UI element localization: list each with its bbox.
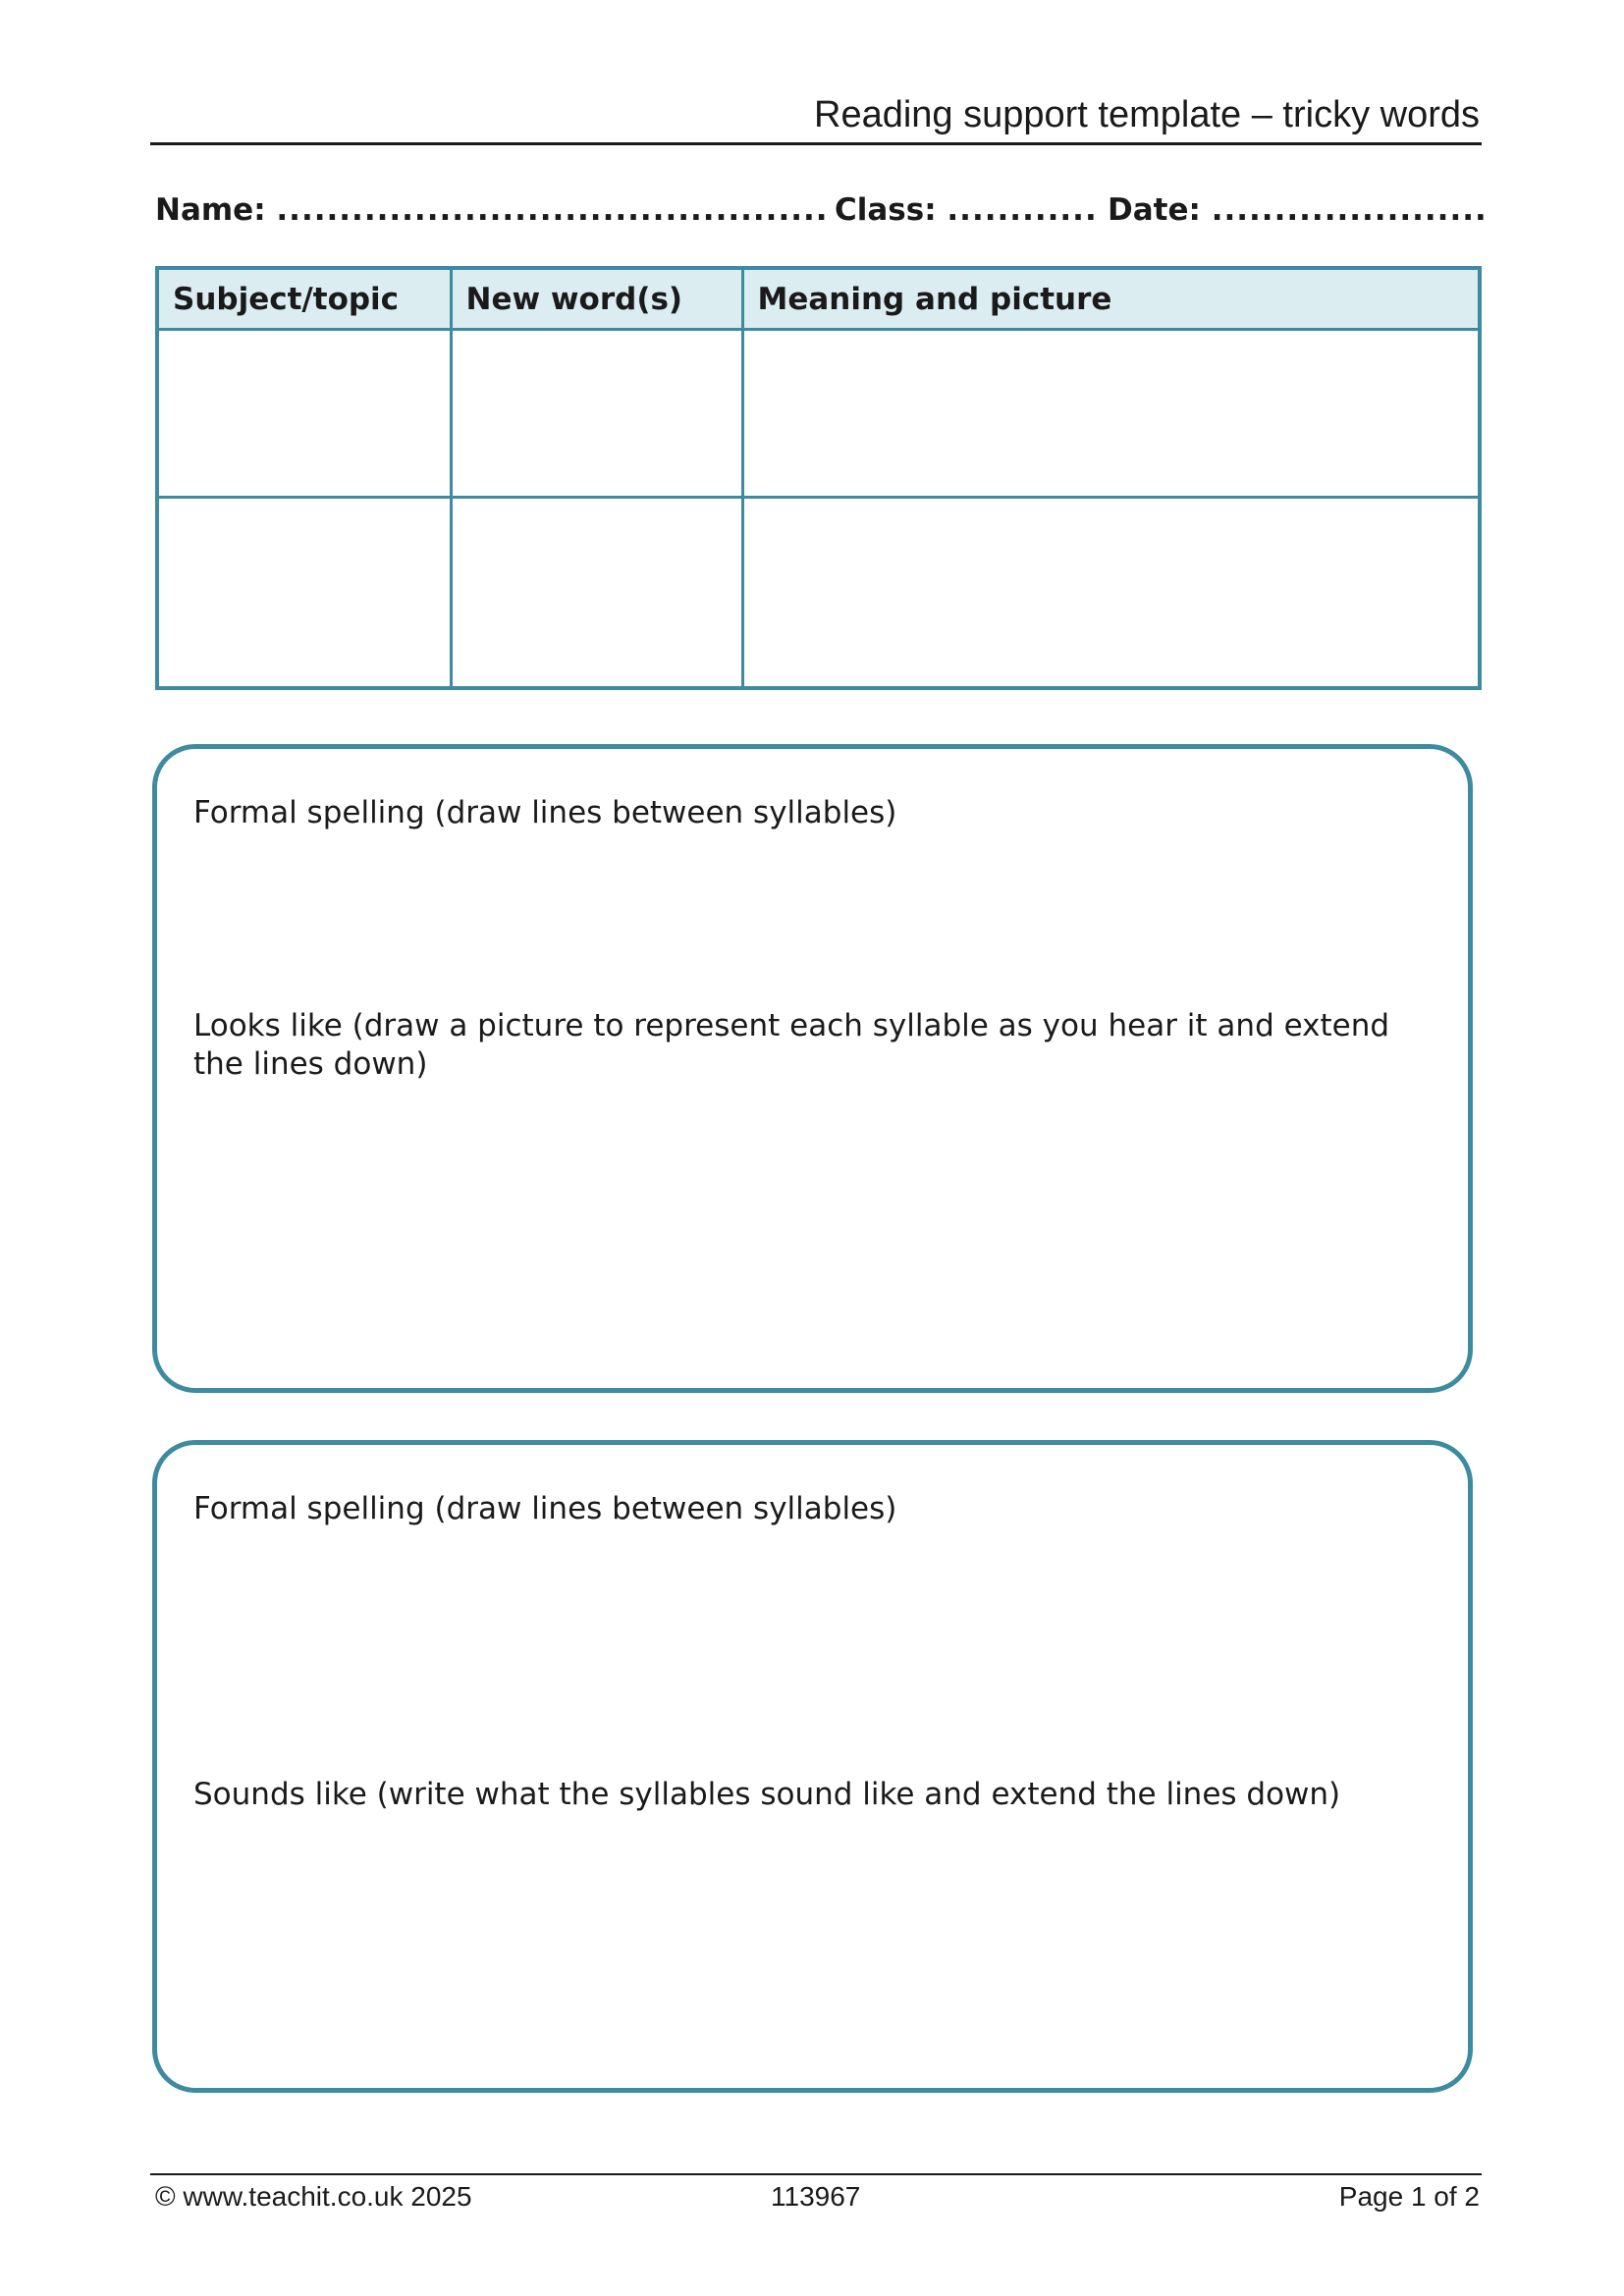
- new-words-cell[interactable]: [451, 498, 742, 689]
- header-divider: [150, 142, 1482, 145]
- class-field[interactable]: [835, 192, 1098, 228]
- table-row: [157, 330, 1480, 498]
- column-header-new-words: New word(s): [451, 268, 742, 330]
- table-row: [157, 498, 1480, 689]
- date-label: Date:: [1108, 192, 1201, 228]
- class-label: Class:: [835, 192, 937, 228]
- date-blank: ......................: [1211, 192, 1488, 228]
- footer-divider: [150, 2173, 1482, 2175]
- column-header-meaning: Meaning and picture: [742, 268, 1480, 330]
- sounds-like-panel[interactable]: [152, 1440, 1473, 2093]
- column-header-subject: Subject/topic: [157, 268, 451, 330]
- footer-copyright: © www.teachit.co.uk 2025: [155, 2181, 472, 2212]
- date-field[interactable]: [1108, 192, 1488, 228]
- footer-resource-code: 113967: [771, 2181, 861, 2212]
- looks-like-panel[interactable]: [152, 744, 1473, 1393]
- meaning-cell[interactable]: [742, 330, 1480, 498]
- meaning-cell[interactable]: [742, 498, 1480, 689]
- subject-cell[interactable]: [157, 330, 451, 498]
- table-header-row: [157, 268, 1480, 330]
- class-blank: ............: [947, 192, 1098, 228]
- name-label: Name:: [155, 192, 266, 228]
- name-field[interactable]: [155, 192, 829, 228]
- footer-page-number: Page 1 of 2: [1338, 2181, 1480, 2212]
- subject-cell[interactable]: [157, 498, 451, 689]
- new-words-cell[interactable]: [451, 330, 742, 498]
- sounds-like-prompt: Sounds like (write what the syllables sound like and extend the lines down): [193, 1777, 1341, 1812]
- formal-spelling-prompt: Formal spelling (draw lines between syllables): [193, 1491, 897, 1526]
- vocabulary-table: [155, 266, 1482, 690]
- formal-spelling-prompt: Formal spelling (draw lines between syllables): [193, 795, 897, 830]
- name-blank: ............................................: [276, 192, 829, 228]
- looks-like-prompt: Looks like (draw a picture to represent each syllable as you hear it and extend the lines down): [193, 1008, 1390, 1082]
- page-title: Reading support template – tricky words: [814, 94, 1480, 135]
